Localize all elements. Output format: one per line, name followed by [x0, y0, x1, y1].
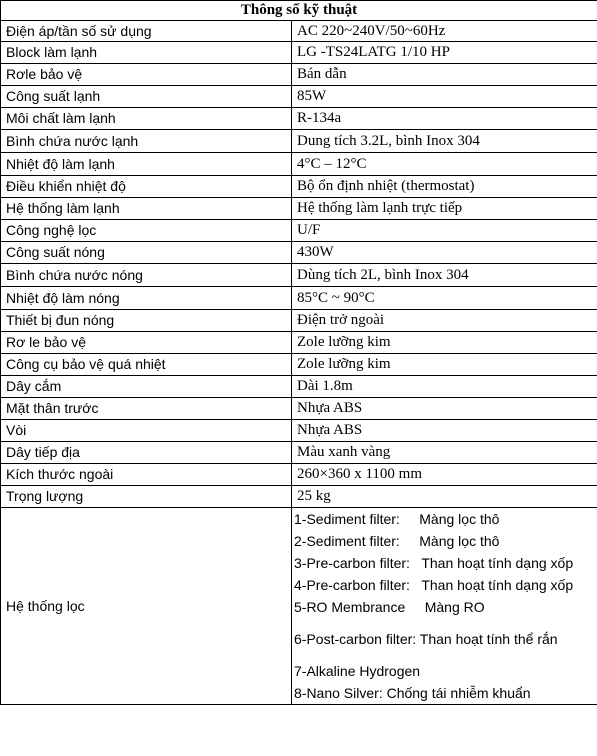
filter-list	[292, 508, 597, 705]
spec-label: Thiết bị đun nóng	[1, 310, 292, 332]
spec-label: Kích thước ngoài	[1, 464, 292, 486]
spec-row	[1, 264, 597, 287]
spec-row	[1, 486, 597, 508]
spec-row	[1, 198, 597, 220]
spec-label: Công suất lạnh	[1, 86, 292, 108]
spec-label: Vòi	[1, 420, 292, 442]
spec-value: 260×360 x 1100 mm	[292, 464, 597, 486]
filter-item: 2-Sediment filter: Màng lọc thô	[294, 533, 500, 549]
spec-row	[1, 42, 597, 64]
spec-label: Hệ thống làm lạnh	[1, 198, 292, 220]
spec-value: Dùng tích 2L, bình Inox 304	[292, 264, 597, 287]
filter-item: 6-Post-carbon filter: Than hoạt tính thể rắn	[294, 631, 558, 647]
filter-system-row	[1, 508, 597, 705]
filter-item: 5-RO Membrance Màng RO	[294, 599, 485, 615]
spec-value: Nhựa ABS	[292, 420, 597, 442]
spec-value: Điện trở ngoài	[292, 310, 597, 332]
spec-row	[1, 242, 597, 264]
spec-row	[1, 64, 597, 86]
spec-value: Bán dẫn	[292, 64, 597, 86]
spec-value: LG -TS24LATG 1/10 HP	[292, 42, 597, 64]
spec-row	[1, 464, 597, 486]
spec-label: Công nghệ lọc	[1, 220, 292, 242]
spec-label: Bình chứa nước nóng	[1, 264, 292, 287]
spec-value: Bộ ổn định nhiệt (thermostat)	[292, 176, 597, 198]
spec-value: U/F	[292, 220, 597, 242]
spec-value: Zole lưỡng kim	[292, 332, 597, 354]
spec-row	[1, 130, 597, 153]
spec-row	[1, 354, 597, 376]
spec-label: Bình chứa nước lạnh	[1, 130, 292, 153]
spec-value: R-134a	[292, 108, 597, 130]
filter-item: 7-Alkaline Hydrogen	[294, 663, 421, 679]
spec-row	[1, 332, 597, 354]
spec-row	[1, 442, 597, 464]
spec-label: Dây tiếp địa	[1, 442, 292, 464]
spec-row	[1, 176, 597, 198]
filter-item: 3-Pre-carbon filter: Than hoạt tính dạng xốp	[294, 555, 574, 571]
spec-value: 430W	[292, 242, 597, 264]
spec-row	[1, 220, 597, 242]
spec-value: Nhựa ABS	[292, 398, 597, 420]
spec-value: Màu xanh vàng	[292, 442, 597, 464]
spec-label: Điện áp/tần số sử dụng	[1, 21, 292, 42]
spec-label: Công suất nóng	[1, 242, 292, 264]
spec-label: Công cụ bảo vệ quá nhiệt	[1, 354, 292, 376]
spec-label: Block làm lạnh	[1, 42, 292, 64]
spec-row	[1, 153, 597, 176]
spec-label: Điều khiển nhiệt độ	[1, 176, 292, 198]
table-title: Thông số kỹ thuật	[1, 1, 597, 21]
spec-value: Zole lưỡng kim	[292, 354, 597, 376]
spec-row	[1, 310, 597, 332]
spec-label: Rơle bảo vệ	[1, 64, 292, 86]
filter-item: 1-Sediment filter: Màng lọc thô	[294, 511, 500, 527]
filter-item: 8-Nano Silver: Chống tái nhiễm khuẩn	[294, 685, 531, 701]
spec-row	[1, 21, 597, 42]
spec-value: Dài 1.8m	[292, 376, 597, 398]
title-row	[1, 1, 597, 21]
filter-item: 4-Pre-carbon filter: Than hoạt tính dạng xốp	[294, 577, 574, 593]
spec-value: 85°C ~ 90°C	[292, 287, 597, 310]
spec-value: 25 kg	[292, 486, 597, 508]
spec-value: Dung tích 3.2L, bình Inox 304	[292, 130, 597, 153]
spec-row	[1, 86, 597, 108]
spec-row	[1, 398, 597, 420]
spec-value: AC 220~240V/50~60Hz	[292, 21, 597, 42]
spec-row	[1, 108, 597, 130]
spec-label: Dây cắm	[1, 376, 292, 398]
spec-row	[1, 420, 597, 442]
spec-value: Hệ thống làm lạnh trực tiếp	[292, 198, 597, 220]
spec-value: 4°C – 12°C	[292, 153, 597, 176]
filter-system-label: Hệ thống lọc	[1, 508, 292, 705]
spec-row	[1, 376, 597, 398]
spec-value: 85W	[292, 86, 597, 108]
spec-label: Rơ le bảo vệ	[1, 332, 292, 354]
spec-row	[1, 287, 597, 310]
spec-label: Môi chất làm lạnh	[1, 108, 292, 130]
spec-label: Mặt thân trước	[1, 398, 292, 420]
spec-label: Nhiệt độ làm nóng	[1, 287, 292, 310]
spec-label: Nhiệt độ làm lạnh	[1, 153, 292, 176]
spec-label: Trọng lượng	[1, 486, 292, 508]
